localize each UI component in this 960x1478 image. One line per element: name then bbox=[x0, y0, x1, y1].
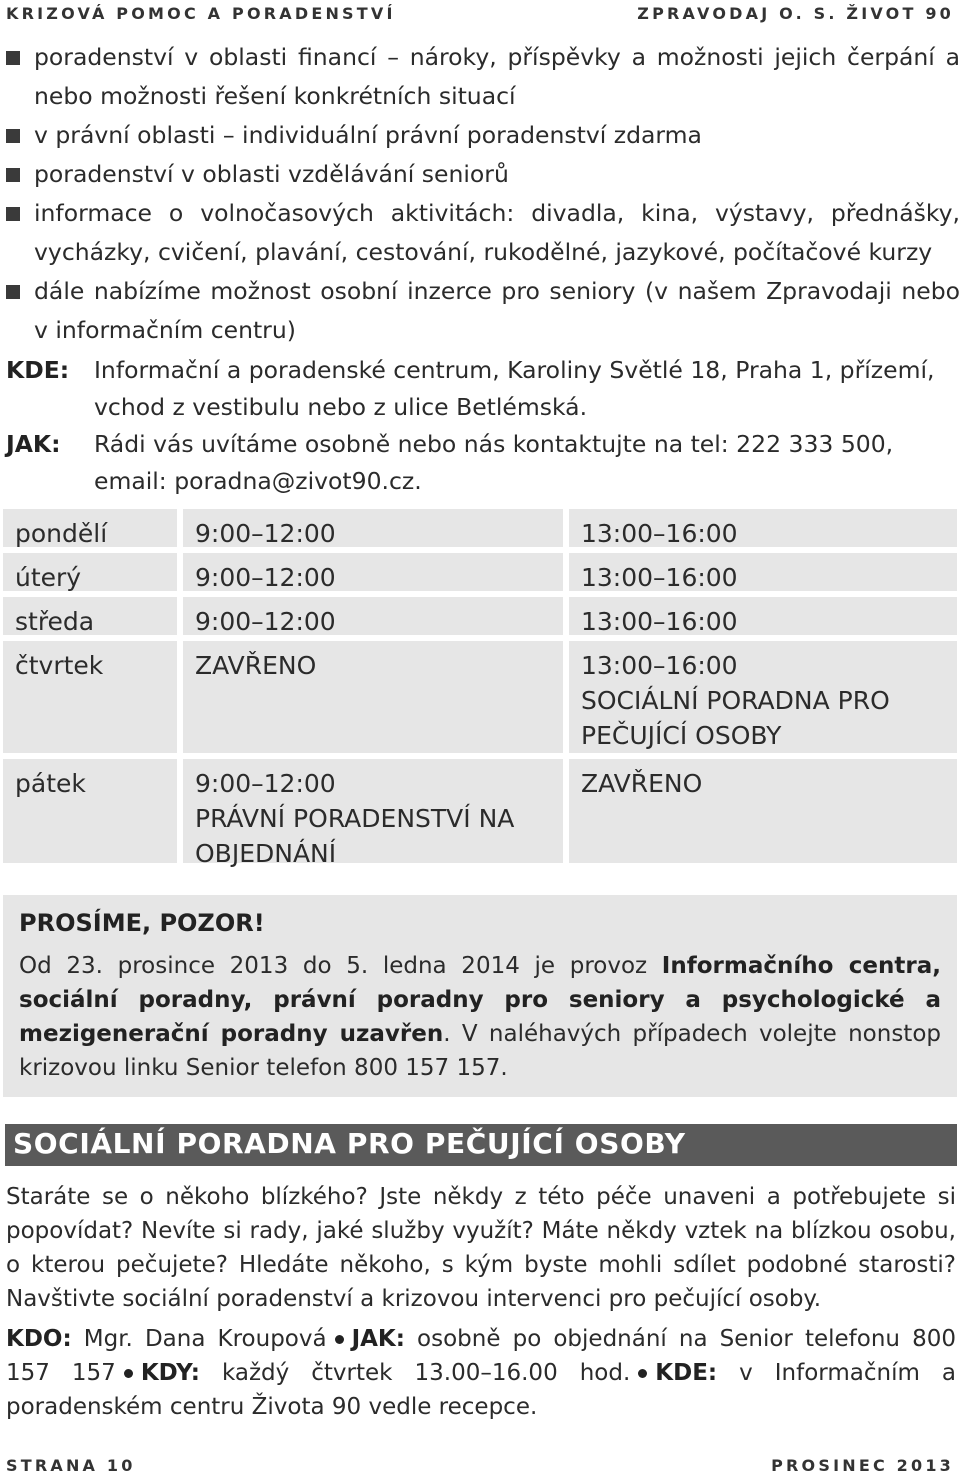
header-section-title: KRIZOVÁ POMOC A PORADENSTVÍ bbox=[6, 4, 396, 23]
notice-title: PROSÍME, POZOR! bbox=[19, 909, 265, 937]
afternoon-hours: 13:00–16:00 bbox=[581, 607, 738, 636]
list-item: poradenství v oblasti vzdělávání seniorů bbox=[6, 155, 960, 194]
jak-contact: Rádi vás uvítáme osobně nebo nás kontaktujte na tel: 222 333 500, email: poradna@zivot90.cz. bbox=[94, 430, 894, 495]
morning-hours: 9:00–12:00 bbox=[195, 563, 336, 592]
kde-block bbox=[6, 352, 956, 426]
bullet-dot-icon bbox=[124, 1369, 133, 1378]
kdy-value: každý čtvrtek 13.00–16.00 hod. bbox=[199, 1360, 631, 1386]
day-cell: čtvrtek bbox=[15, 651, 104, 680]
page-number: STRANA 10 bbox=[6, 1456, 136, 1475]
section-paragraph: Staráte se o někoho blízkého? Jste někdy z této péče unaveni a potřebujete si popovídat? Nevíte si rady, jaké služby využít? Máte někdy vztek na blízkou osobu, o kterou pečujete? Hledáte někoho, s kým byste mohli sdílet podobné starosti? Navštivte sociální poradenství a krizovou intervenci pro pečující osoby. bbox=[6, 1184, 956, 1312]
list-item: informace o volnočasových aktivitách: divadla, kina, výstavy, přednášky, vycházky, cvičení, plavání, cestování, rukodělné, jazykové, počítačové kurzy bbox=[6, 194, 960, 272]
square-bullet-icon bbox=[6, 207, 20, 221]
morning-note: PRÁVNÍ PORADENSTVÍ NA OBJEDNÁNÍ bbox=[195, 804, 515, 868]
bullet-dot-icon bbox=[335, 1335, 344, 1344]
square-bullet-icon bbox=[6, 51, 20, 65]
table-row bbox=[0, 641, 960, 753]
afternoon-note: SOCIÁLNÍ PORADNA PRO PEČUJÍCÍ OSOBY bbox=[581, 686, 890, 750]
table-row bbox=[0, 759, 960, 868]
day-cell: pátek bbox=[15, 769, 86, 798]
afternoon-hours: 13:00–16:00 bbox=[581, 519, 738, 548]
square-bullet-icon bbox=[6, 285, 20, 299]
bullet-dot-icon bbox=[638, 1369, 647, 1378]
kde-address: Informační a poradenské centrum, Karoliny Světlé 18, Praha 1, přízemí, vchod z vestibulu nebo z ulice Betlémská. bbox=[94, 356, 935, 421]
header-publication: ZPRAVODAJ O. S. ŽIVOT 90 bbox=[637, 4, 954, 23]
afternoon-hours: ZAVŘENO bbox=[581, 769, 703, 798]
day-cell: středa bbox=[15, 607, 95, 636]
page-footer bbox=[6, 1456, 954, 1476]
afternoon-hours: 13:00–16:00 bbox=[581, 651, 738, 680]
section-heading-bar bbox=[5, 1124, 957, 1166]
table-row bbox=[0, 509, 960, 547]
list-item: v právní oblasti – individuální právní poradenství zdarma bbox=[6, 116, 960, 155]
square-bullet-icon bbox=[6, 168, 20, 182]
jak-label: JAK: bbox=[6, 430, 61, 458]
services-list bbox=[6, 38, 960, 350]
morning-hours: 9:00–12:00 bbox=[195, 769, 336, 798]
morning-hours: 9:00–12:00 bbox=[195, 607, 336, 636]
kdy-label: KDY: bbox=[140, 1360, 200, 1386]
table-row bbox=[0, 553, 960, 591]
square-bullet-icon bbox=[6, 129, 20, 143]
jak-value: osobně po objednání na Senior telefonu 800 157 157 bbox=[6, 1326, 956, 1386]
afternoon-hours: 13:00–16:00 bbox=[581, 563, 738, 592]
table-row bbox=[0, 597, 960, 635]
list-item: poradenství v oblasti financí – nároky, příspěvky a možnosti jejich čerpání a nebo možnosti řešení konkrétních situací bbox=[6, 38, 960, 116]
kdo-value: Mgr. Dana Kroupová bbox=[71, 1326, 327, 1352]
jak-block bbox=[6, 426, 956, 500]
notice-text: Od 23. prosince 2013 do 5. ledna 2014 je provoz Informačního centra, sociální poradny, právní poradny pro seniory a psychologické a mezigenerační poradny uzavřen. V naléhavých případech volejte nonstop krizovou linku Senior telefon 800 157 157. bbox=[19, 953, 941, 1081]
day-cell: pondělí bbox=[15, 519, 108, 548]
closure-notice bbox=[3, 895, 957, 1097]
section-title: SOCIÁLNÍ PORADNA PRO PEČUJÍCÍ OSOBY bbox=[13, 1127, 686, 1160]
kde-label-2: KDE: bbox=[655, 1360, 718, 1386]
day-cell: úterý bbox=[15, 563, 82, 592]
page-header bbox=[6, 4, 954, 26]
morning-hours: 9:00–12:00 bbox=[195, 519, 336, 548]
jak-label-2: JAK: bbox=[351, 1326, 405, 1352]
kde-value: v Informačním a poradenském centru Života 90 vedle recepce. bbox=[6, 1360, 956, 1420]
issue-date: PROSINEC 2013 bbox=[771, 1456, 954, 1475]
kdo-label: KDO: bbox=[6, 1326, 72, 1352]
opening-hours-table bbox=[0, 509, 960, 869]
kde-label: KDE: bbox=[6, 356, 70, 384]
morning-hours: ZAVŘENO bbox=[195, 651, 317, 680]
list-item: dále nabízíme možnost osobní inzerce pro seniory (v našem Zpravodaji nebo v informačním centru) bbox=[6, 272, 960, 350]
section-details bbox=[6, 1322, 956, 1424]
